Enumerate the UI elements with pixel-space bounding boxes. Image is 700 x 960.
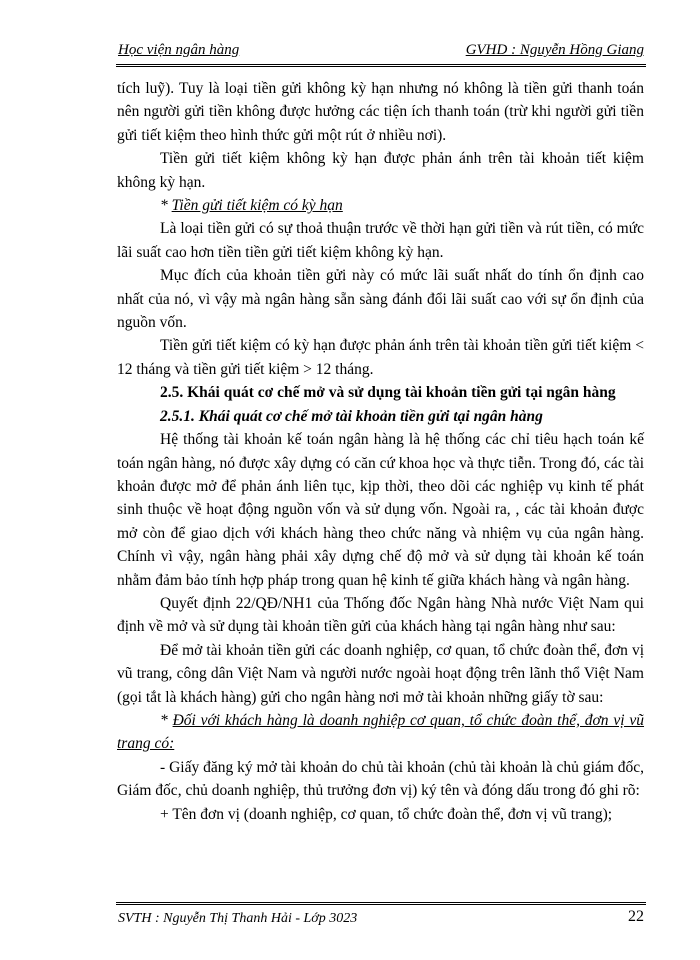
section-heading: 2.5. Khái quát cơ chế mở và sử dụng tài khoản tiền gửi tại ngân hàng bbox=[160, 384, 616, 402]
page-header bbox=[116, 38, 646, 67]
paragraph: Quyết định 22/QĐ/NH1 của Thống đốc Ngân hàng Nhà nước Việt Nam qui định về mở và sử dụng tài khoản tiền gửi của khách hàng tại ngân hàng như sau: bbox=[117, 594, 644, 636]
page-number: 22 bbox=[628, 908, 644, 925]
paragraph: Tiền gửi tiết kiệm không kỳ hạn được phản ánh trên tài khoản tiết kiệm không kỳ hạn. bbox=[117, 150, 644, 191]
subsection-title: 2.5.1. Khái quát cơ chế mở tài khoản tiền gửi tại ngân hàng bbox=[160, 407, 543, 425]
paragraph: + Tên đơn vị (doanh nghiệp, cơ quan, tổ chức đoàn thể, đơn vị vũ trang); bbox=[160, 805, 613, 823]
subsection-heading: * Đối với khách hàng là doanh nghiệp cơ quan, tổ chức đoàn thể, đơn vị vũ trang có: bbox=[117, 711, 645, 753]
page-footer bbox=[116, 902, 646, 929]
subsection-heading: * Tiền gửi tiết kiệm có kỳ hạn bbox=[160, 197, 343, 215]
paragraph: Mục đích của khoản tiền gửi này có mức lãi suất nhất do tính ổn định cao nhất của nó, vì vậy mà ngân hàng sẵn sàng đánh đổi lãi suất cao với sự ổn định của nguồn vốn. bbox=[117, 267, 644, 332]
paragraph: Là loại tiền gửi có sự thoả thuận trước về thời hạn gửi tiền và rút tiền, có mức lãi suất cao hơn tiền tiền gửi tiết kiệm không kỳ hạn. bbox=[117, 220, 644, 261]
paragraph-continuation: tích luỹ). Tuy là loại tiền gửi không kỳ hạn nhưng nó không là tiền gửi thanh toán nên người gửi tiền không được hưởng các tiện ích thanh toán (trừ khi người gửi tiền gửi tiết kiệm theo hình thức gửi một rút ở nhiều nơi). bbox=[117, 80, 644, 144]
paragraph: Hệ thống tài khoản kế toán ngân hàng là hệ thống các chỉ tiêu hạch toán kế toán ngân hàng, nó được xây dựng có căn cứ khoa học và thực tiễn. Trong đó, các tài khoản được mở để phản ánh liên tục, kịp thời, theo dõi các nghiệp vụ kinh tế phát sinh thuộc về hoạt động nguồn vốn và sử dụng vốn. Ngoài ra, , các tài khoản được mở còn để giao dịch với khách hàng theo chức năng và nhiệm vụ của ngân hàng. Chính vì vậy, ngân hàng phải xây dựng chế độ mở và sử dụng tài khoản kế toán nhằm đảm bảo tính hợp pháp trong quan hệ kinh tế giữa khách hàng và ngân hàng. bbox=[117, 431, 644, 589]
footer-student: SVTH : Nguyễn Thị Thanh Hải - Lớp 3023 bbox=[118, 911, 358, 926]
subsection-heading-text: Đối với khách hàng là doanh nghiệp cơ quan, tổ chức đoàn thể, đơn vị vũ trang có: bbox=[117, 711, 645, 753]
paragraph: Để mở tài khoản tiền gửi các doanh nghiệp, cơ quan, tổ chức đoàn thể, đơn vị vũ trang, công dân Việt Nam và người nước ngoài hoạt động trên lãnh thổ Việt Nam (gọi tắt là khách hàng) gửi cho ngân hàng nơi mở tài khoản những giấy tờ sau: bbox=[117, 641, 644, 706]
header-institution: Học viện ngân hàng bbox=[118, 42, 240, 58]
header-advisor: GVHD : Nguyễn Hồng Giang bbox=[465, 42, 644, 58]
paragraph: Tiền gửi tiết kiệm có kỳ hạn được phản ánh trên tài khoản tiền gửi tiết kiệm < 12 tháng và tiền gửi tiết kiệm > 12 tháng. bbox=[117, 337, 644, 378]
paragraph: - Giấy đăng ký mở tài khoản do chủ tài khoản (chủ tài khoản là chủ giám đốc, Giám đốc, chủ doanh nghiệp, thủ trưởng đơn vị) ký tên và đóng dấu trong đó ghi rõ: bbox=[117, 758, 644, 800]
document-body bbox=[117, 77, 644, 826]
subsection-heading-text: Tiền gửi tiết kiệm có kỳ hạn bbox=[171, 197, 343, 215]
